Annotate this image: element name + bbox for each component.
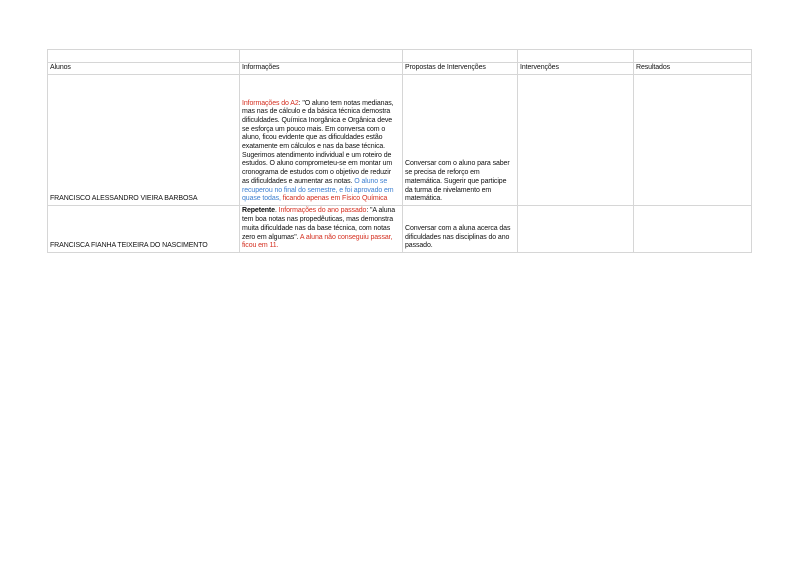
separator: . [274,207,279,215]
results-cell [634,206,752,253]
info-note-blue: O aluno se recuperou no final do semestre, e foi aprovado em quase todas, [242,177,394,203]
header-informacoes: Informações [240,63,403,75]
info-cell [240,75,403,206]
results-cell [634,75,752,206]
proposal-cell: Conversar com o aluno para saber se precisa de reforço em matemática. Sugerir que participe da turma de nivelamento em matemática. [403,75,518,206]
info-text: : "A aluna tem boa notas nas propedêuticas, mas demonstra muita dificuldade nas da base técnica, com notas zero em algumas". [242,207,396,241]
interventions-cell [518,206,634,253]
empty-row [48,50,752,63]
info-note-red: ficando apenas em Físico Química [280,195,388,203]
table-row [48,75,752,206]
student-name: FRANCISCA FIANHA TEIXEIRA DO NASCIMENTO [48,206,240,253]
header-row [48,63,752,75]
empty-cell [518,50,634,63]
header-intervencoes: Intervenções [518,63,634,75]
info-note-red: A aluna não conseguiu passar, ficou em 11. [242,233,393,250]
info-cell [240,206,403,253]
table-row [48,206,752,253]
info-label: Informações do ano passado [278,207,367,215]
interventions-cell [518,75,634,206]
student-name: FRANCISCO ALESSANDRO VIEIRA BARBOSA [48,75,240,206]
repeat-label: Repetente [242,207,275,215]
header-alunos: Alunos [48,63,240,75]
info-label: Informações do A2 [242,99,299,107]
empty-cell [403,50,518,63]
empty-cell [634,50,752,63]
students-table [47,49,752,253]
empty-cell [240,50,403,63]
header-propostas: Propostas de Intervenções [403,63,518,75]
empty-cell [48,50,240,63]
info-text: : "O aluno tem notas medianas, mas nas de cálculo e da básica técnica demostra dificuldades. Química Inorgânica e Orgânica deve se esforça um pouco mais. Em conversa com o aluno, ficou evidente que as dificuldades estão exatamente em cálculos e nas da base técnica. Sugerimos atendimento individual e um roteiro de estudos. O aluno comprometeu-se em montar um cronograma de estudos com o objetivo de reduzir as dificuldades e aumentar as notas. [242,99,394,185]
proposal-cell: Conversar com a aluna acerca das dificuldades nas disciplinas do ano passado. [403,206,518,253]
spreadsheet-page [47,49,751,253]
header-resultados: Resultados [634,63,752,75]
